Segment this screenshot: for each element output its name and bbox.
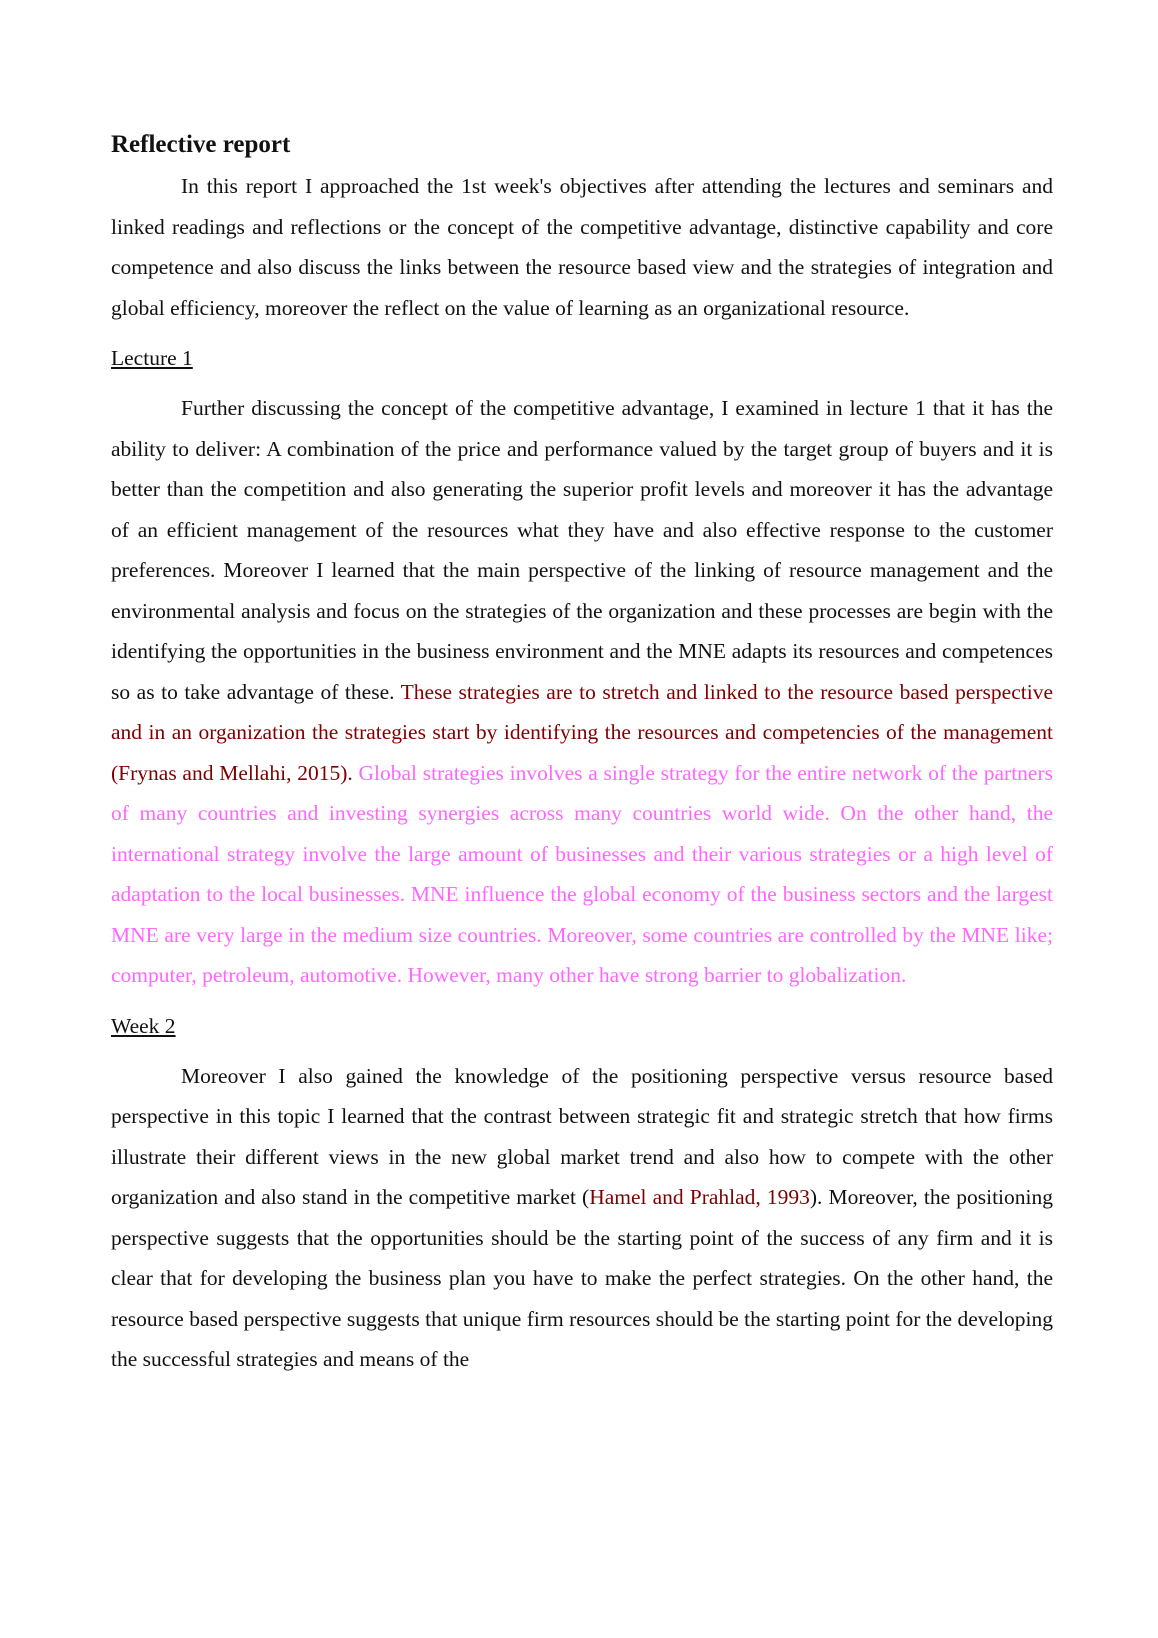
- lecture-1-text: Further discussing the concept of the competitive advantage, I examined in lecture 1 that it has the ability to deliver: A combination of the price and performance valued by the target group of buyers and it is better than the competition and also generating the superior profit levels and moreover it has the advantage of an efficient management of the resources what they have and also effective response to the customer preferences. Moreover I learned that the main perspective of the linking of resource management and the environmental analysis and focus on the strategies of the organization and these processes are begin with the identifying the opportunities in the business environment and the MNE adapts its resources and competences so as to take advantage of these.: [111, 396, 1053, 704]
- week-2-citation: Hamel and Prahlad, 1993: [589, 1185, 810, 1209]
- intro-paragraph: In this report I approached the 1st week's objectives after attending the lectures and seminars and linked readings and reflections or the concept of the competitive advantage, distinctive capability and core competence and also discuss the links between the resource based view and the strategies of integration and global efficiency, moreover the reflect on the value of learning as an organizational resource.: [111, 174, 1053, 320]
- lecture-1-highlight-pink: Global strategies involves a single strategy for the entire network of the partners of many countries and investing synergies across many countries world wide. On the other hand, the international strategy involve the large amount of businesses and their various strategies or a high level of adaptation to the local businesses. MNE influence the global economy of the business sectors and the largest MNE are very large in the medium size countries. Moreover, some countries are controlled by the MNE like; computer, petroleum, automotive. However, many other have strong barrier to globalization.: [111, 760, 1053, 987]
- lecture-1-highlight-red: These strategies are to stretch and linked to the resource based perspective and in an organization the strategies start by identifying the resources and competencies of the management (Frynas and Mellahi, 2015).: [111, 679, 1053, 785]
- week-2-text-after: ). Moreover, the positioning perspective suggests that the opportunities should be the starting point of the success of any firm and it is clear that for developing the business plan you have to make the perfect strategies. On the other hand, the resource based perspective suggests that unique firm resources should be the starting point for the developing the successful strategies and means of the: [111, 1185, 1054, 1371]
- document-page: [111, 128, 1053, 1380]
- lecture-1-paragraph: [111, 388, 1053, 996]
- section-heading-lecture-1: Lecture 1: [111, 346, 193, 370]
- report-title: Reflective report: [111, 131, 291, 158]
- week-2-text-before: Moreover I also gained the knowledge of the positioning perspective versus resource based perspective in this topic I learned that the contrast between strategic fit and strategic stretch that how firms illustrate their different views in the new global market trend and also how to compete with the other organization and also stand in the competitive market (: [111, 1063, 1053, 1209]
- week-2-paragraph: [111, 1056, 1053, 1380]
- section-heading-week-2: Week 2: [111, 1013, 176, 1038]
